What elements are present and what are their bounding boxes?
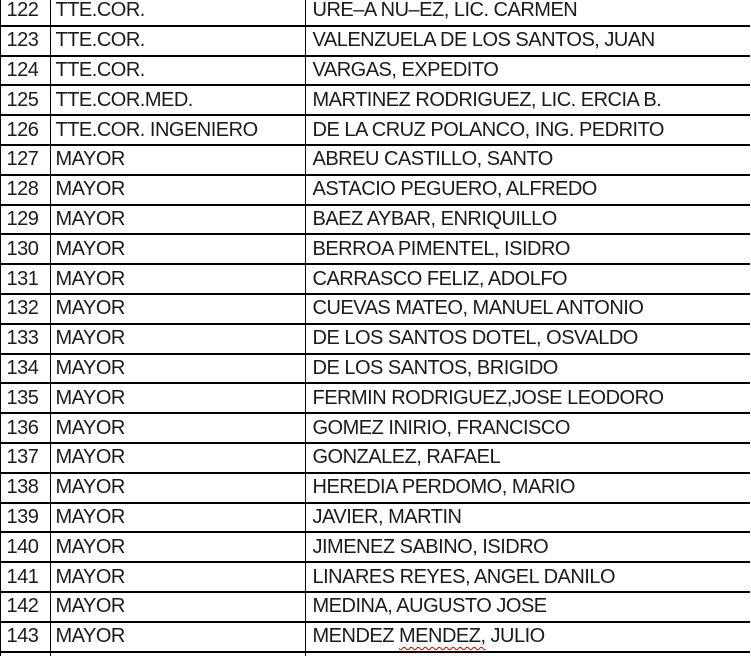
table-row: [1, 504, 750, 534]
cell-number[interactable]: 123: [1, 27, 51, 55]
cell-name[interactable]: GONZALEZ, RAFAEL: [312, 446, 501, 469]
cell-name[interactable]: BERROA PIMENTEL, ISIDRO: [312, 237, 570, 260]
cell-number[interactable]: 135: [1, 384, 51, 412]
cell-number[interactable]: 136: [1, 414, 51, 442]
cell-number[interactable]: 140: [1, 533, 51, 561]
cell-rank[interactable]: MAYOR: [51, 384, 306, 412]
cell-number[interactable]: 138: [1, 474, 51, 502]
cell-name[interactable]: LINARES REYES, ANGEL DANILO: [312, 565, 616, 588]
cell-name[interactable]: CARRASCO FELIZ, ADOLFO: [312, 267, 568, 290]
cell-rank[interactable]: MAYOR: [51, 623, 306, 651]
table-row: [1, 295, 750, 325]
cell-number[interactable]: 133: [1, 325, 51, 353]
cell-name[interactable]: ABREU CASTILLO, SANTO: [312, 148, 553, 171]
table-row: [1, 474, 750, 504]
cell-rank[interactable]: MAYOR: [51, 593, 306, 621]
cell-rank[interactable]: MAYOR: [51, 206, 306, 234]
table-row: [1, 86, 750, 116]
cell-rank[interactable]: TTE.COR. INGENIERO: [51, 116, 306, 144]
cell-name[interactable]: VALENZUELA DE LOS SANTOS, JUAN: [312, 29, 655, 52]
cell-name[interactable]: URE–A NU–EZ, LIC. CARMEN: [312, 0, 578, 22]
cell-number[interactable]: 124: [1, 57, 51, 85]
cell-rank[interactable]: MAYOR: [51, 295, 306, 323]
cell-rank[interactable]: MAYOR: [51, 563, 306, 591]
table-row: [1, 176, 750, 206]
cell-number[interactable]: 131: [1, 265, 51, 293]
cell-name: [306, 653, 751, 656]
cell-rank[interactable]: TTE.COR.: [51, 57, 306, 85]
cell-number[interactable]: 125: [1, 86, 51, 114]
cell-rank[interactable]: TTE.COR.: [51, 0, 306, 25]
cell-number[interactable]: 130: [1, 235, 51, 263]
cell-rank[interactable]: MAYOR: [51, 504, 306, 532]
cell-number[interactable]: 128: [1, 176, 51, 204]
spellcheck-flagged-word[interactable]: MENDEZ,: [399, 625, 486, 648]
cell-rank[interactable]: MAYOR: [51, 265, 306, 293]
cell-rank[interactable]: MAYOR: [51, 533, 306, 561]
cell-number: [1, 653, 51, 656]
cell-number[interactable]: 127: [1, 146, 51, 174]
cell-name[interactable]: DE LA CRUZ POLANCO, ING. PEDRITO: [312, 118, 664, 141]
table-row: [1, 206, 750, 236]
table-row: [1, 593, 750, 623]
cell-rank[interactable]: MAYOR: [51, 176, 306, 204]
cell-rank[interactable]: TTE.COR.MED.: [51, 86, 306, 114]
table-row: [1, 384, 750, 414]
cell-number[interactable]: 122: [1, 0, 51, 25]
table-row: [1, 27, 750, 57]
cell-name[interactable]: MARTINEZ RODRIGUEZ, LIC. ERCIA B.: [312, 88, 662, 111]
cell-rank[interactable]: MAYOR: [51, 355, 306, 383]
table-row: [1, 623, 750, 653]
table-row: [1, 533, 750, 563]
cell-name[interactable]: HEREDIA PERDOMO, MARIO: [312, 476, 575, 499]
cell-name[interactable]: JAVIER, MARTIN: [312, 505, 462, 528]
table-row: [1, 116, 750, 146]
name-text: MENDEZ: [312, 625, 399, 648]
cell-rank[interactable]: MAYOR: [51, 235, 306, 263]
table-row-partial: [1, 653, 750, 656]
cell-rank[interactable]: MAYOR: [51, 146, 306, 174]
cell-name[interactable]: DE LOS SANTOS DOTEL, OSVALDO: [312, 327, 638, 350]
cell-number[interactable]: 141: [1, 563, 51, 591]
cell-number[interactable]: 126: [1, 116, 51, 144]
table-row: [1, 414, 750, 444]
table-row: [1, 146, 750, 176]
table-row: [1, 325, 750, 355]
cell-number[interactable]: 137: [1, 444, 51, 472]
table-row: [1, 0, 750, 27]
cell-number[interactable]: 143: [1, 623, 51, 651]
cell-rank[interactable]: MAYOR: [51, 444, 306, 472]
cell-number[interactable]: 134: [1, 355, 51, 383]
cell-name[interactable]: JIMENEZ SABINO, ISIDRO: [312, 535, 549, 558]
cell-rank[interactable]: MAYOR: [51, 474, 306, 502]
cell-name[interactable]: VARGAS, EXPEDITO: [312, 58, 499, 81]
cell-name[interactable]: [306, 623, 751, 651]
cell-rank[interactable]: MAYOR: [51, 325, 306, 353]
cell-rank[interactable]: MAYOR: [51, 414, 306, 442]
table-row: [1, 235, 750, 265]
cell-name[interactable]: DE LOS SANTOS, BRIGIDO: [312, 356, 558, 379]
cell-name[interactable]: BAEZ AYBAR, ENRIQUILLO: [312, 207, 557, 230]
cell-number[interactable]: 142: [1, 593, 51, 621]
name-text: JULIO: [485, 625, 545, 648]
cell-number[interactable]: 132: [1, 295, 51, 323]
cell-name[interactable]: CUEVAS MATEO, MANUEL ANTONIO: [312, 297, 644, 320]
table-row: [1, 57, 750, 87]
cell-name[interactable]: MEDINA, AUGUSTO JOSE: [312, 595, 547, 618]
cell-name[interactable]: ASTACIO PEGUERO, ALFREDO: [312, 178, 597, 201]
cell-rank[interactable]: TTE.COR.: [51, 27, 306, 55]
table-row: [1, 563, 750, 593]
cell-number[interactable]: 139: [1, 504, 51, 532]
table-row: [1, 444, 750, 474]
cell-number[interactable]: 129: [1, 206, 51, 234]
table-row: [1, 355, 750, 385]
table-row: [1, 265, 750, 295]
cell-name[interactable]: FERMIN RODRIGUEZ,JOSE LEODORO: [312, 386, 664, 409]
cell-name[interactable]: GOMEZ INIRIO, FRANCISCO: [312, 416, 570, 439]
cell-rank: [51, 653, 306, 656]
